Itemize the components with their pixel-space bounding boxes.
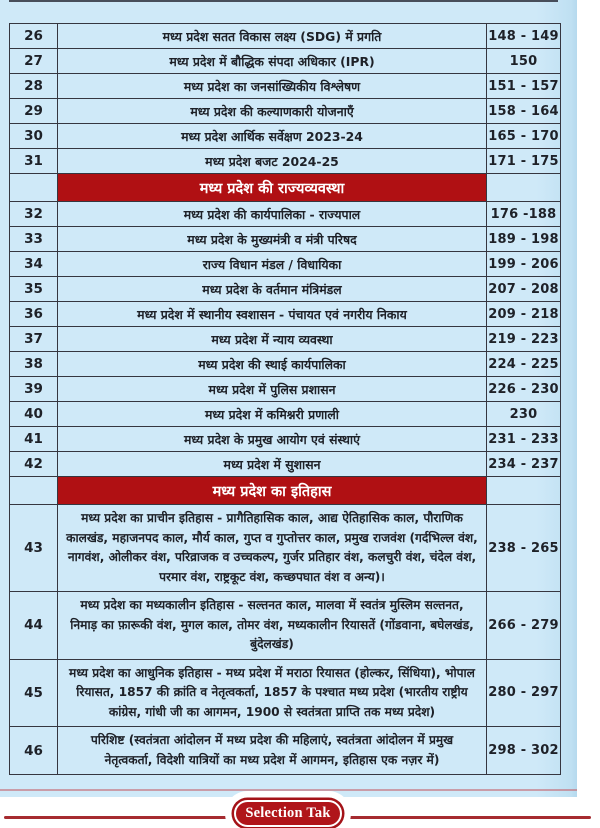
row-chapter-title: मध्य प्रदेश का प्राचीन इतिहास - प्रागैतिहासिक काल, आद्य ऐतिहासिक काल, पौराणिक कालखंड, महाजनपद काल, मौर्य काल, गुप्त व गुप्तोत्तर काल, प्रमुख राजवंश (गर्दभिल्ल वंश, नागवंश, ओलीकर वंश, परिव्राजक व उच्चकल्प, गुर्जर प्रतिहार वंश, कलचुरी वंश, चंदेल वंश, परमार वंश, राष्ट्रकूट वंश, कच्छपघात वंश व अन्य)। [58,505,487,591]
row-chapter-title: मध्य प्रदेश में कमिश्नरी प्रणाली [58,402,487,426]
table-row [10,202,560,227]
row-chapter-title: मध्य प्रदेश में सुशासन [58,452,487,476]
table-row [10,427,560,452]
row-page-range: 298 - 302 [488,743,559,758]
row-page-range: 230 [509,406,538,422]
row-serial-number: 26 [10,24,58,48]
section-empty-serial-cell [10,477,58,504]
table-row [10,505,560,592]
row-serial-number: 27 [10,49,58,73]
row-page-range: 189 - 198 [488,231,559,247]
row-chapter-title: मध्य प्रदेश में पुलिस प्रशासन [58,377,487,401]
previous-row-border [9,0,558,2]
row-page-range: 148 - 149 [488,28,559,44]
row-chapter-title: मध्य प्रदेश में स्थानीय स्वशासन - पंचायत एवं नगरीय निकाय [58,302,487,326]
row-page-range: 231 - 233 [488,431,559,447]
row-chapter-title: मध्य प्रदेश की स्थाई कार्यपालिका [58,352,487,376]
row-page-range: 226 - 230 [488,381,559,397]
row-page-range: 266 - 279 [488,617,559,633]
row-serial-number: 31 [10,149,58,173]
table-row [10,277,560,302]
row-serial-number: 44 [10,592,58,659]
table-row [10,99,560,124]
row-serial-number: 37 [10,327,58,351]
row-chapter-title: राज्य विधान मंडल / विधायिका [58,252,487,276]
table-row [10,149,560,174]
row-serial-number: 29 [10,99,58,123]
table-row [10,352,560,377]
row-page-range: 234 - 237 [488,456,559,472]
row-serial-number: 41 [10,427,58,451]
row-serial-number: 34 [10,252,58,276]
section-empty-pages-cell [487,174,560,201]
row-chapter-title: मध्य प्रदेश के प्रमुख आयोग एवं संस्थाएं [58,427,487,451]
row-chapter-title: मध्य प्रदेश का जनसांख्यिकीय विश्लेषण [58,74,487,98]
row-chapter-title: मध्य प्रदेश का आधुनिक इतिहास - मध्य प्रदेश में मराठा रियासत (होल्कर, सिंधिया), भोपाल रियासत, 1857 की क्रांति व नेतृत्वकर्ता, 1857 के पश्चात मध्य प्रदेश (भारतीय राष्ट्रीय कांग्रेस, गांधी जी का आगमन, 1900 से स्वतंत्रता प्राप्ति तक मध्य प्रदेश) [58,660,487,727]
row-page-range: 219 - 223 [488,331,559,347]
row-serial-number: 46 [10,727,58,774]
row-page-range: 199 - 206 [488,256,559,272]
row-serial-number: 42 [10,452,58,476]
table-row [10,452,560,477]
table-row [10,727,560,774]
table-row [10,327,560,352]
section-empty-serial-cell [10,174,58,201]
row-serial-number: 35 [10,277,58,301]
row-chapter-title: मध्य प्रदेश की कल्याणकारी योजनाएँ [58,99,487,123]
section-title: मध्य प्रदेश की राज्यव्यवस्था [58,174,487,201]
table-row [10,227,560,252]
table-row [10,660,560,728]
row-page-range: 280 - 297 [488,685,559,701]
row-chapter-title: मध्य प्रदेश के वर्तमान मंत्रिमंडल [58,277,487,301]
row-serial-number: 40 [10,402,58,426]
page-bottom-accent-line [0,789,577,791]
row-serial-number: 43 [10,505,58,591]
row-serial-number: 32 [10,202,58,226]
row-page-range: 165 - 170 [488,128,559,144]
section-header-row [10,477,560,505]
row-page-range: 224 - 225 [488,356,559,372]
table-row [10,592,560,660]
section-header-row [10,174,560,202]
row-chapter-title: परिशिष्ट (स्वतंत्रता आंदोलन में मध्य प्रदेश की महिलाएं, स्वतंत्रता आंदोलन में प्रमुख नेतृत्वकर्ता, विदेशी यात्रियों का मध्य प्रदेश में आगमन, इतिहास एक नज़र में) [58,727,487,774]
row-serial-number: 39 [10,377,58,401]
row-page-range: 150 [509,53,538,69]
table-row [10,377,560,402]
row-chapter-title: मध्य प्रदेश में न्याय व्यवस्था [58,327,487,351]
section-title: मध्य प्रदेश का इतिहास [58,477,487,504]
row-page-range: 238 - 265 [488,540,559,556]
table-row [10,402,560,427]
row-page-range: 171 - 175 [488,153,559,169]
row-page-range: 176 -188 [490,206,557,222]
table-row [10,24,560,49]
row-chapter-title: मध्य प्रदेश की कार्यपालिका - राज्यपाल [58,202,487,226]
row-page-range: 209 - 218 [488,306,559,322]
toc-table [9,23,561,775]
publisher-badge: Selection Tak [234,800,342,827]
row-chapter-title: मध्य प्रदेश सतत विकास लक्ष्य (SDG) में प्रगति [58,24,487,48]
row-chapter-title: मध्य प्रदेश आर्थिक सर्वेक्षण 2023-24 [58,124,487,148]
table-row [10,252,560,277]
table-row [10,124,560,149]
row-chapter-title: मध्य प्रदेश बजट 2024-25 [58,149,487,173]
row-serial-number: 36 [10,302,58,326]
row-serial-number: 45 [10,660,58,727]
table-row [10,302,560,327]
row-serial-number: 28 [10,74,58,98]
table-row [10,74,560,99]
row-serial-number: 33 [10,227,58,251]
row-chapter-title: मध्य प्रदेश में बौद्धिक संपदा अधिकार (IPR) [58,49,487,73]
row-page-range: 207 - 208 [488,281,559,297]
row-serial-number: 38 [10,352,58,376]
row-page-range: 151 - 157 [488,78,559,94]
table-row [10,49,560,74]
row-chapter-title: मध्य प्रदेश का मध्यकालीन इतिहास - सल्तनत काल, मालवा में स्वतंत्र मुस्लिम सल्तनत, निमाड़ का फ़ारूकी वंश, मुगल काल, तोमर वंश, मध्यकालीन रियासतें (गोंडवाना, बघेलखंड, बुंदेलखंड) [58,592,487,659]
row-page-range: 158 - 164 [488,103,559,119]
section-empty-pages-cell [487,477,560,504]
row-chapter-title: मध्य प्रदेश के मुख्यमंत्री व मंत्री परिषद [58,227,487,251]
row-serial-number: 30 [10,124,58,148]
